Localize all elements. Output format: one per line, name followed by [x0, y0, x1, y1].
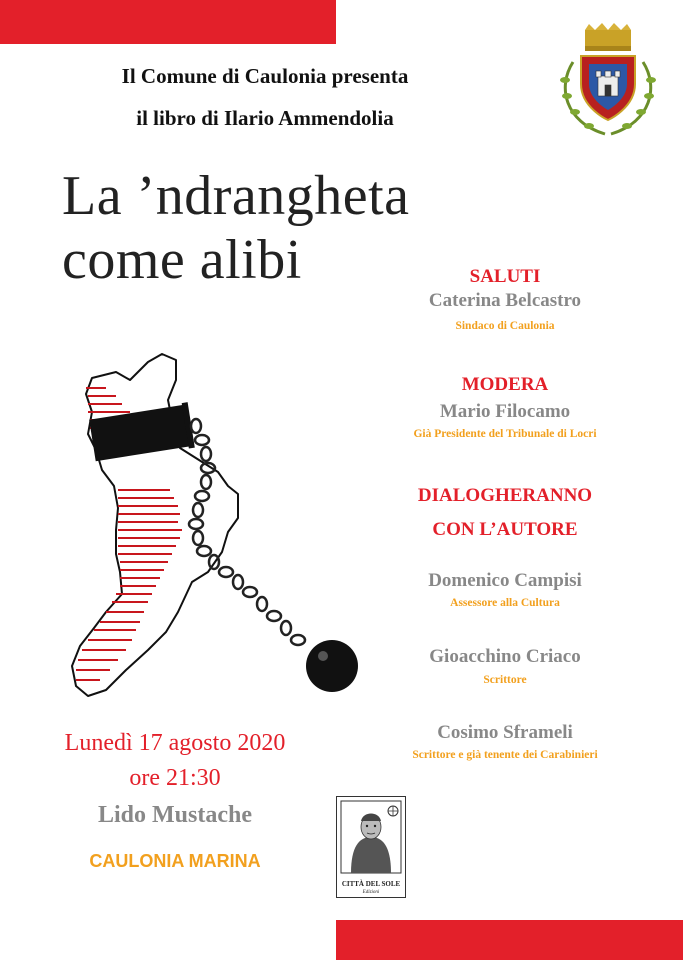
book-title-line-1: La ’ndrangheta — [62, 165, 410, 227]
publisher-logo — [336, 796, 406, 898]
bottom-red-bar — [336, 920, 683, 960]
event-time: ore 21:30 — [129, 765, 221, 791]
dialogheranno-heading-line-1: DIALOGHERANNO — [417, 485, 593, 506]
publisher-portrait-icon — [337, 797, 405, 877]
speaker-name-2: Gioacchino Criaco — [429, 646, 581, 667]
event-place: Lido Mustache — [97, 802, 252, 828]
publisher-sub: Edizioni — [362, 890, 380, 895]
dialogheranno-heading-line-2: CON L’AUTORE — [432, 519, 578, 540]
event-town: CAULONIA MARINA — [89, 851, 261, 871]
publisher-name: CITTÀ DEL SOLE — [341, 880, 401, 888]
presenter-line-1: Il Comune di Caulonia presenta — [121, 64, 409, 88]
presenter-line-2: il libro di Ilario Ammendolia — [136, 106, 394, 130]
speaker-role-1: Assessore alla Cultura — [450, 597, 560, 609]
speaker-role-3: Scrittore e già tenente dei Carabinieri — [412, 749, 598, 761]
event-date: Lunedì 17 agosto 2020 — [64, 730, 286, 756]
modera-role: Già Presidente del Tribunale di Locri — [413, 428, 597, 440]
saluti-heading: SALUTI — [469, 266, 541, 287]
book-title-line-2: come alibi — [62, 229, 302, 291]
top-red-bar — [0, 0, 336, 44]
speaker-name-3: Cosimo Sframeli — [437, 722, 573, 743]
modera-name: Mario Filocamo — [439, 401, 571, 422]
caulonia-crest-icon — [555, 22, 661, 140]
saluti-name: Caterina Belcastro — [428, 290, 582, 311]
modera-heading: MODERA — [461, 374, 549, 395]
saluti-role: Sindaco di Caulonia — [455, 320, 555, 332]
speaker-name-1: Domenico Campisi — [428, 570, 582, 591]
speaker-role-2: Scrittore — [483, 674, 527, 686]
calabria-map-illustration — [60, 350, 370, 710]
